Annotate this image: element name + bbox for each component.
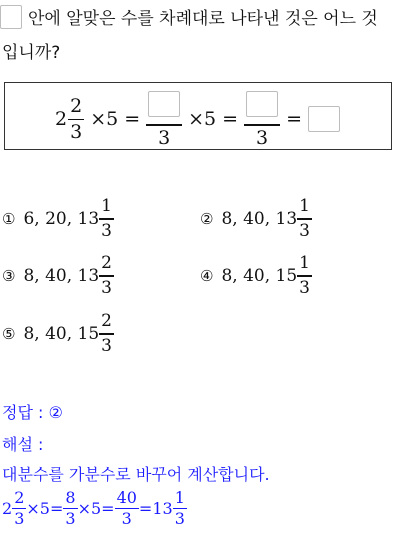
whole-part: 2 xyxy=(55,108,68,131)
option-mark: ② xyxy=(200,209,214,228)
fraction: $\frac{40}{3}$ xyxy=(116,488,137,528)
times-five: ×5 xyxy=(90,108,119,131)
fraction xyxy=(68,94,84,143)
question-line-1 xyxy=(0,4,378,29)
fraction: $\frac{1}{3}$ xyxy=(174,488,185,528)
option-2[interactable] xyxy=(200,198,312,240)
blank-fraction-1 xyxy=(146,91,182,148)
fraction: $\frac{2}{3}$ xyxy=(14,488,25,528)
blank-fraction-2 xyxy=(244,91,280,148)
option-fraction: $\frac{1}{3}$ xyxy=(299,196,310,241)
times-five: ×5 xyxy=(77,499,102,518)
denominator: 3 xyxy=(158,126,171,149)
option-1[interactable] xyxy=(2,198,114,240)
option-fraction: $\frac{2}{3}$ xyxy=(101,253,112,298)
equals-sign: = xyxy=(101,499,115,518)
equals-sign: = xyxy=(286,108,302,131)
result-whole: 13 xyxy=(152,499,173,518)
option-4[interactable] xyxy=(200,255,312,297)
option-fraction: $\frac{2}{3}$ xyxy=(101,311,112,356)
option-values: 6, 20, 13 xyxy=(23,208,100,229)
explanation-text: 대분수를 가분수로 바꾸어 계산합니다. xyxy=(2,465,270,484)
option-5[interactable] xyxy=(2,313,114,355)
option-mark: ④ xyxy=(200,266,214,285)
equation-box xyxy=(4,82,392,150)
option-values: 8, 40, 15 xyxy=(23,323,100,344)
explanation-equation xyxy=(2,490,187,527)
times-five: ×5 xyxy=(26,499,50,518)
option-3[interactable] xyxy=(2,255,114,297)
whole-part: 2 xyxy=(2,499,13,518)
equation-row xyxy=(55,91,340,148)
question-line-2: 입니까? xyxy=(2,43,61,63)
option-mark: ① xyxy=(2,209,16,228)
fraction: $\frac{8}{3}$ xyxy=(65,488,76,528)
question-text-1: 안에 알맞은 수를 차례대로 나타낸 것은 어느 것 xyxy=(28,9,378,29)
option-fraction: $\frac{1}{3}$ xyxy=(299,253,310,298)
option-values: 8, 40, 15 xyxy=(221,265,298,286)
equals-sign: = xyxy=(138,499,153,518)
blank-box-1[interactable] xyxy=(148,91,180,117)
fraction-bar xyxy=(244,124,280,126)
denominator: 3 xyxy=(70,121,83,143)
option-fraction: $\frac{1}{3}$ xyxy=(101,196,112,241)
blank-box-2[interactable] xyxy=(246,91,278,117)
fraction-bar xyxy=(146,124,182,126)
numerator: 2 xyxy=(70,94,83,117)
explanation-label: 해설 : xyxy=(2,435,44,454)
blank-box-icon xyxy=(0,5,22,29)
option-values: 8, 40, 13 xyxy=(23,265,100,286)
option-mark: ③ xyxy=(2,266,16,285)
answer-text: 정답 : ② xyxy=(2,403,63,422)
option-mark: ⑤ xyxy=(2,324,16,343)
equals-sign: = xyxy=(222,108,239,131)
denominator: 3 xyxy=(256,126,269,149)
option-values: 8, 40, 13 xyxy=(221,208,298,229)
fraction-bar xyxy=(68,119,84,121)
equals-sign: = xyxy=(49,499,64,518)
mixed-number xyxy=(55,94,84,143)
equals-sign: = xyxy=(124,108,141,131)
times-five: ×5 xyxy=(188,108,217,131)
blank-box-3[interactable] xyxy=(308,106,340,132)
